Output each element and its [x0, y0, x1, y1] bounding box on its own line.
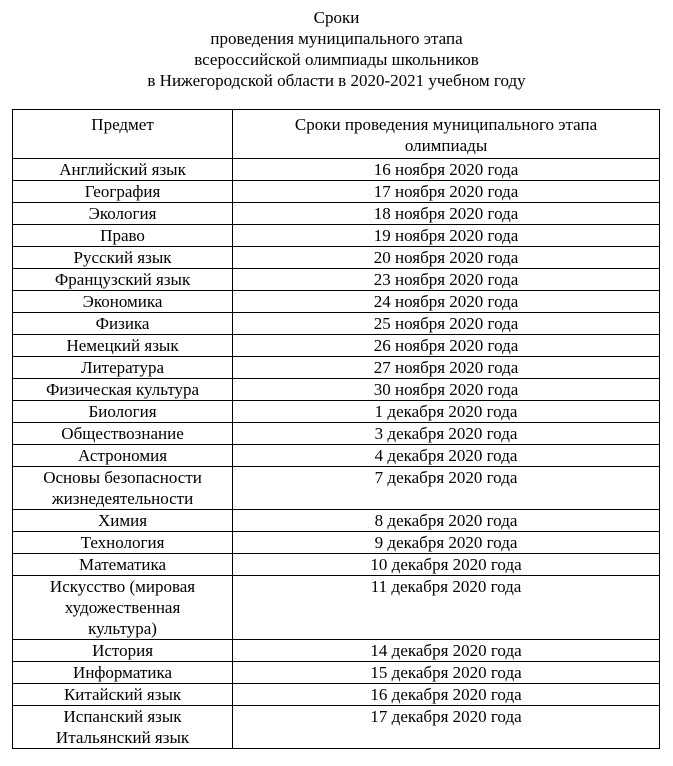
- date-cell: 9 декабря 2020 года: [233, 532, 660, 554]
- header-subject: Предмет: [13, 110, 233, 159]
- table-row: [13, 445, 660, 467]
- date-cell: 10 декабря 2020 года: [233, 554, 660, 576]
- date-cell: 27 ноября 2020 года: [233, 357, 660, 379]
- table-row: [13, 467, 660, 510]
- subject-cell: [13, 706, 233, 749]
- date-cell: 14 декабря 2020 года: [233, 640, 660, 662]
- table-row: [13, 554, 660, 576]
- date-cell: 11 декабря 2020 года: [233, 576, 660, 640]
- table-row: [13, 203, 660, 225]
- table-row: [13, 181, 660, 203]
- table-row: [13, 269, 660, 291]
- table-row: [13, 684, 660, 706]
- subject-line: Итальянский язык: [55, 728, 190, 747]
- subject-cell: Биология: [13, 401, 233, 423]
- date-cell: 16 декабря 2020 года: [233, 684, 660, 706]
- table-row: [13, 576, 660, 640]
- subject-cell: Экология: [13, 203, 233, 225]
- date-cell: 26 ноября 2020 года: [233, 335, 660, 357]
- subject-cell: Физика: [13, 313, 233, 335]
- subject-cell: Китайский язык: [13, 684, 233, 706]
- date-cell: 8 декабря 2020 года: [233, 510, 660, 532]
- date-cell: 24 ноября 2020 года: [233, 291, 660, 313]
- table-row: [13, 159, 660, 181]
- subject-cell: Информатика: [13, 662, 233, 684]
- title-line: проведения муниципального этапа: [210, 29, 463, 48]
- header-dates: [233, 110, 660, 159]
- schedule-body: [13, 159, 660, 749]
- table-header-row: [13, 110, 660, 159]
- date-cell: 7 декабря 2020 года: [233, 467, 660, 510]
- table-row: [13, 510, 660, 532]
- schedule-table: [12, 109, 660, 749]
- subject-cell: Французский язык: [13, 269, 233, 291]
- subject-cell: Русский язык: [13, 247, 233, 269]
- subject-cell: География: [13, 181, 233, 203]
- date-cell: 3 декабря 2020 года: [233, 423, 660, 445]
- subject-line: жизнедеятельности: [51, 489, 194, 508]
- subject-line: художественная: [64, 598, 181, 617]
- date-cell: 19 ноября 2020 года: [233, 225, 660, 247]
- table-row: [13, 640, 660, 662]
- table-row: [13, 706, 660, 749]
- document-title: [0, 7, 673, 91]
- table-row: [13, 335, 660, 357]
- date-cell: 18 ноября 2020 года: [233, 203, 660, 225]
- date-cell: 4 декабря 2020 года: [233, 445, 660, 467]
- subject-cell: Химия: [13, 510, 233, 532]
- date-cell: 15 декабря 2020 года: [233, 662, 660, 684]
- subject-cell: Физическая культура: [13, 379, 233, 401]
- header-dates-line: Сроки проведения муниципального этапа: [294, 115, 598, 134]
- subject-cell: Английский язык: [13, 159, 233, 181]
- date-cell: 20 ноября 2020 года: [233, 247, 660, 269]
- subject-cell: История: [13, 640, 233, 662]
- table-row: [13, 291, 660, 313]
- table-row: [13, 313, 660, 335]
- date-cell: 1 декабря 2020 года: [233, 401, 660, 423]
- date-cell: 17 ноября 2020 года: [233, 181, 660, 203]
- subject-cell: Астрономия: [13, 445, 233, 467]
- table-row: [13, 423, 660, 445]
- table-row: [13, 247, 660, 269]
- subject-line: Испанский язык: [63, 707, 182, 726]
- title-line: в Нижегородской области в 2020-2021 учебном году: [147, 71, 526, 90]
- subject-cell: Обществознание: [13, 423, 233, 445]
- date-cell: 17 декабря 2020 года: [233, 706, 660, 749]
- subject-cell: Математика: [13, 554, 233, 576]
- subject-line: Искусство (мировая: [49, 577, 196, 596]
- subject-line: Основы безопасности: [43, 468, 202, 487]
- subject-cell: Право: [13, 225, 233, 247]
- subject-cell: Немецкий язык: [13, 335, 233, 357]
- subject-cell: Литература: [13, 357, 233, 379]
- table-row: [13, 225, 660, 247]
- table-row: [13, 379, 660, 401]
- date-cell: 30 ноября 2020 года: [233, 379, 660, 401]
- title-line: Сроки: [313, 8, 360, 27]
- subject-cell: Экономика: [13, 291, 233, 313]
- subject-cell: [13, 467, 233, 510]
- subject-cell: [13, 576, 233, 640]
- table-row: [13, 662, 660, 684]
- subject-line: культура): [88, 619, 157, 638]
- date-cell: 16 ноября 2020 года: [233, 159, 660, 181]
- table-row: [13, 401, 660, 423]
- date-cell: 23 ноября 2020 года: [233, 269, 660, 291]
- title-line: всероссийской олимпиады школьников: [194, 50, 479, 69]
- date-cell: 25 ноября 2020 года: [233, 313, 660, 335]
- header-dates-line: олимпиады: [404, 136, 488, 155]
- table-row: [13, 357, 660, 379]
- subject-cell: Технология: [13, 532, 233, 554]
- table-row: [13, 532, 660, 554]
